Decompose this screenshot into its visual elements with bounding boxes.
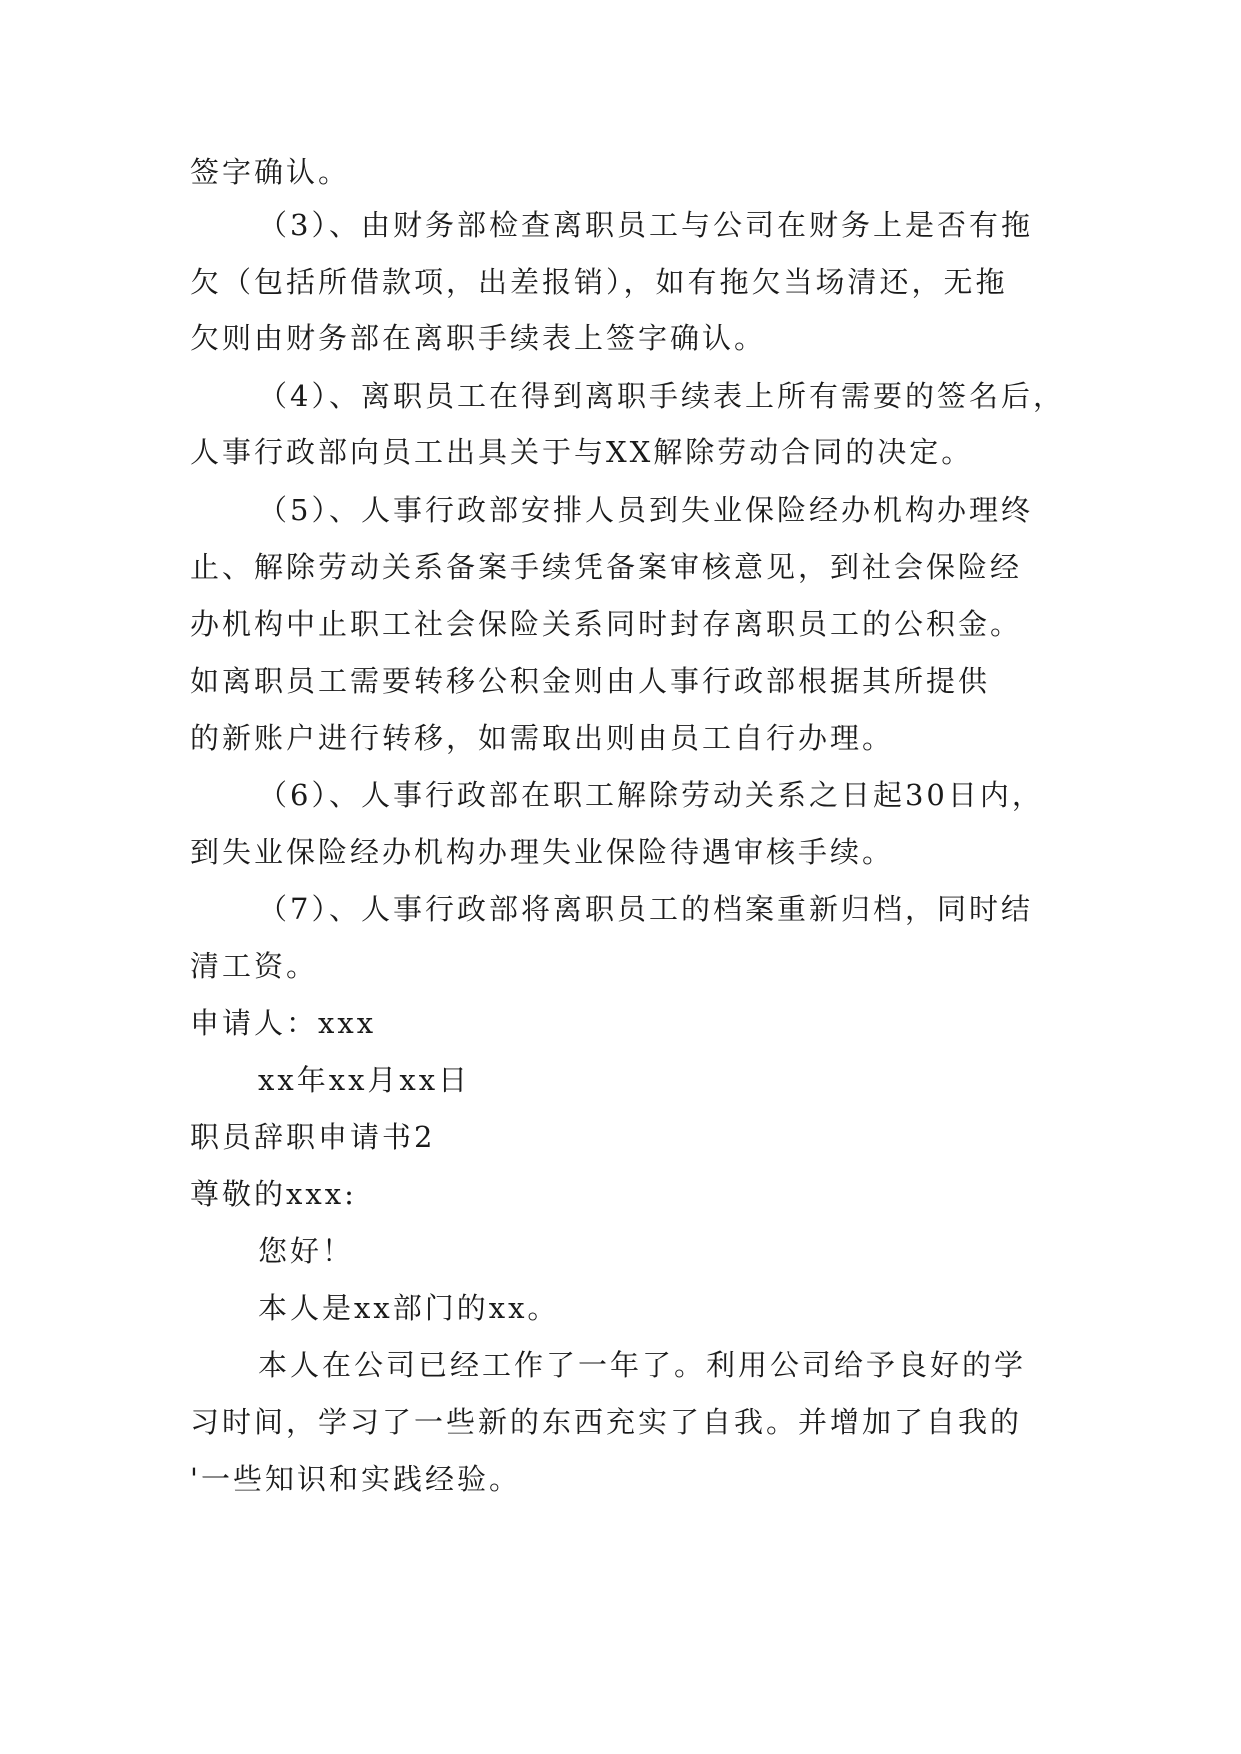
text-line: 签字确认。 [190, 155, 351, 189]
text-line: 的新账户进行转移，如需取出则由员工自行办理。 [190, 721, 895, 755]
greeting: 您好！ [258, 1234, 355, 1268]
text-line: 到失业保险经办机构办理失业保险待遇审核手续。 [190, 835, 895, 869]
text-line: 习时间，学习了一些新的东西充实了自我。并增加了自我的 [190, 1405, 1023, 1439]
salutation: 尊敬的xxx: [190, 1177, 357, 1211]
text-line: （3）、由财务部检查离职员工与公司在财务上是否有拖 [258, 208, 1033, 242]
text-line: 办机构中止职工社会保险关系同时封存离职员工的公积金。 [190, 607, 1023, 641]
text-line: 本人在公司已经工作了一年了。利用公司给予良好的学 [258, 1348, 1027, 1382]
text-line: '一些知识和实践经验。 [190, 1462, 521, 1496]
text-line: 欠则由财务部在离职手续表上签字确认。 [190, 321, 767, 355]
date-line: xx年xx月xx日 [258, 1063, 471, 1097]
text-line: 本人是xx部门的xx。 [258, 1291, 560, 1325]
section-title: 职员辞职申请书2 [190, 1120, 436, 1154]
applicant-line: 申请人：xxx [190, 1006, 377, 1040]
text-line: （7）、人事行政部将离职员工的档案重新归档，同时结 [258, 892, 1033, 926]
text-line: （4）、离职员工在得到离职手续表上所有需要的签名后， [258, 379, 1065, 413]
text-line: （6）、人事行政部在职工解除劳动关系之日起30日内， [258, 778, 1044, 812]
text-line: 人事行政部向员工出具关于与XX解除劳动合同的决定。 [190, 435, 974, 469]
text-line: （5）、人事行政部安排人员到失业保险经办机构办理终 [258, 493, 1033, 527]
text-line: 清工资。 [190, 949, 319, 983]
text-line: 欠（包括所借款项，出差报销），如有拖欠当场清还，无拖 [190, 265, 1008, 299]
text-line: 止、解除劳动关系备案手续凭备案审核意见，到社会保险经 [190, 550, 1023, 584]
text-line: 如离职员工需要转移公积金则由人事行政部根据其所提供 [190, 664, 991, 698]
